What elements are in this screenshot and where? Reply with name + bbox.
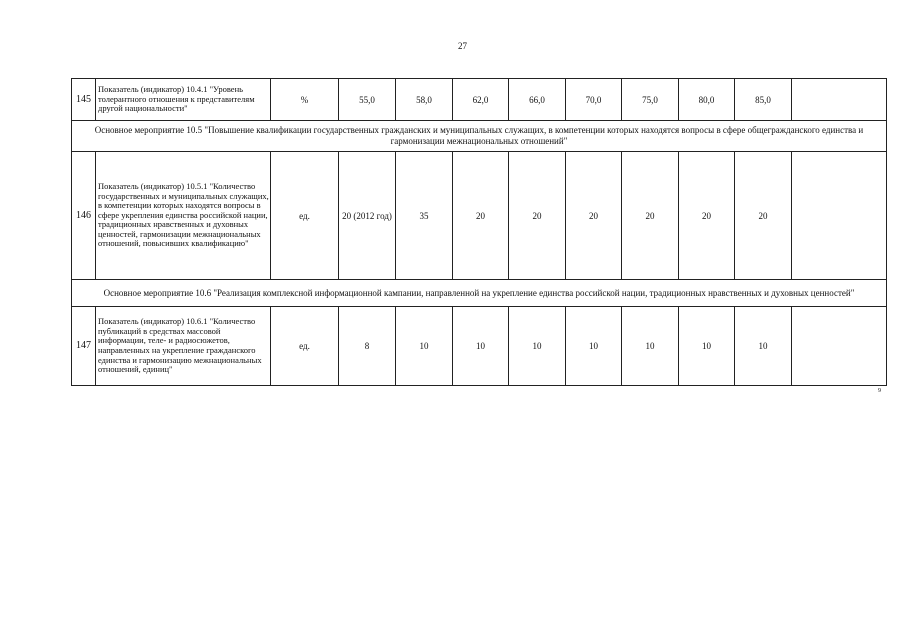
row-number: 146 <box>72 152 96 280</box>
value-cell: 80,0 <box>679 79 735 121</box>
row-number: 145 <box>72 79 96 121</box>
indicators-table <box>71 78 887 386</box>
value-cell: 20 (2012 год) <box>339 152 396 280</box>
value-cell: 20 <box>566 152 622 280</box>
value-cell <box>792 152 887 280</box>
value-cell: 10 <box>453 307 509 386</box>
indicator-description: Показатель (индикатор) 10.6.1 "Количество публикаций в средствах массовой информации, теле- и радиосюжетов, направленных на укрепление гражданского единства и гармонизацию межнациональных отношений, единиц" <box>96 307 271 386</box>
value-cell: 20 <box>735 152 792 280</box>
value-cell: 75,0 <box>622 79 679 121</box>
indicator-description: Показатель (индикатор) 10.5.1 "Количество государственных и муниципальных служащих, в компетенции которых находятся вопросы в сфере укрепления единства российской нации, традиционных нравственных и духовных ценностей, гармонизации межнациональных отношений, повысивших квалификацию" <box>96 152 271 280</box>
value-cell: 85,0 <box>735 79 792 121</box>
value-cell: 66,0 <box>509 79 566 121</box>
value-cell: 55,0 <box>339 79 396 121</box>
value-cell <box>792 79 887 121</box>
footer-mark: 9 <box>878 388 881 394</box>
section-heading: Основное мероприятие 10.5 "Повышение квалификации государственных гражданских и муниципальных служащих, в компетенции которых находятся вопросы в сфере общегражданского единства и гармонизации межнациональных отношений" <box>72 121 887 152</box>
unit-cell: % <box>271 79 339 121</box>
section-row <box>72 280 887 307</box>
value-cell: 35 <box>396 152 453 280</box>
value-cell: 10 <box>509 307 566 386</box>
value-cell: 20 <box>622 152 679 280</box>
section-row <box>72 121 887 152</box>
table-row <box>72 79 887 121</box>
value-cell: 20 <box>509 152 566 280</box>
value-cell: 10 <box>622 307 679 386</box>
indicator-description: Показатель (индикатор) 10.4.1 "Уровень толерантного отношения к представителям другой национальности" <box>96 79 271 121</box>
table-row <box>72 307 887 386</box>
unit-cell: ед. <box>271 307 339 386</box>
value-cell <box>792 307 887 386</box>
value-cell: 10 <box>735 307 792 386</box>
value-cell: 20 <box>679 152 735 280</box>
unit-cell: ед. <box>271 152 339 280</box>
value-cell: 10 <box>566 307 622 386</box>
value-cell: 62,0 <box>453 79 509 121</box>
row-number: 147 <box>72 307 96 386</box>
page-number: 27 <box>458 41 467 51</box>
section-heading: Основное мероприятие 10.6 "Реализация комплексной информационной кампании, направленной на укрепление единства российской нации, традиционных нравственных и духовных ценностей" <box>72 280 887 307</box>
value-cell: 10 <box>679 307 735 386</box>
value-cell: 58,0 <box>396 79 453 121</box>
value-cell: 10 <box>396 307 453 386</box>
table-row <box>72 152 887 280</box>
value-cell: 70,0 <box>566 79 622 121</box>
value-cell: 20 <box>453 152 509 280</box>
value-cell: 8 <box>339 307 396 386</box>
